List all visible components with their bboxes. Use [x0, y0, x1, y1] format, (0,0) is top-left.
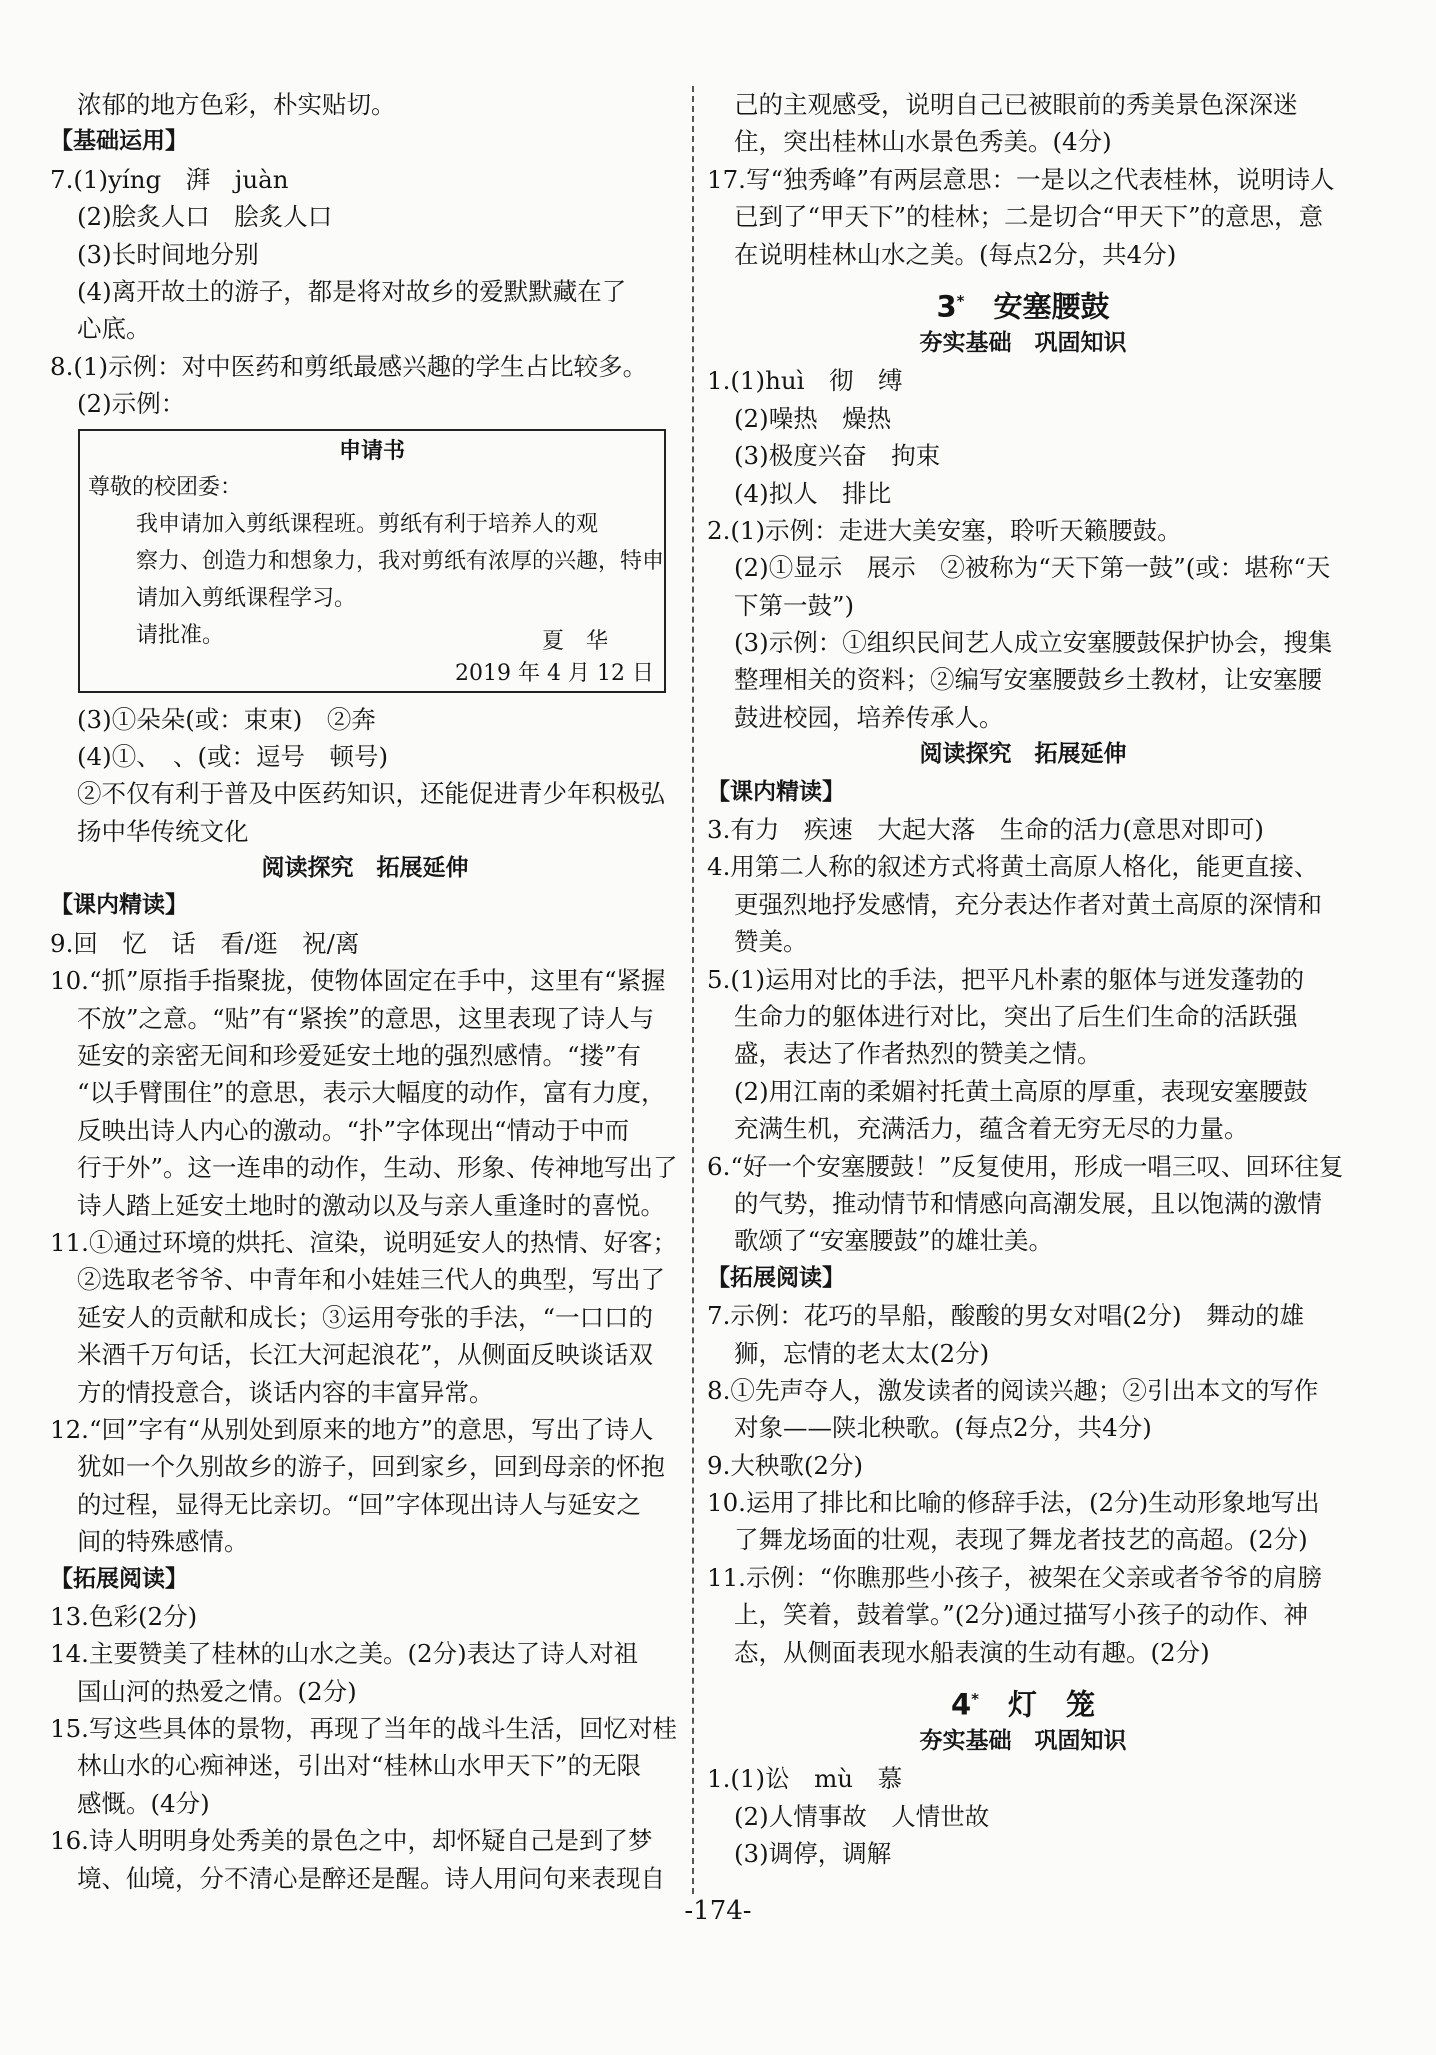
- left-column: [50, 86, 680, 1897]
- subsection-heading: 阅读探究 拓展延伸: [919, 741, 1127, 768]
- answer-line: (4)离开故土的游子，都是将对故乡的爱默默藏在了: [77, 276, 627, 306]
- lesson-title: 3* 安塞腰鼓: [936, 289, 1110, 324]
- answer-line: 己的主观感受，说明自己已被眼前的秀美景色深深迷: [734, 90, 1298, 119]
- answer-line: 了舞龙场面的壮观，表现了舞龙者技艺的高超。(2分): [734, 1525, 1308, 1555]
- answer-line: 心底。: [77, 314, 151, 344]
- answer-line: 歌颂了“安塞腰鼓”的雄壮美。: [734, 1226, 1054, 1256]
- answer-line: 延安人的贡献和成长；③运用夸张的手法，“一口口的: [77, 1302, 654, 1332]
- answer-line: 反映出诗人内心的激动。“扑”字体现出“情动于中而: [77, 1115, 630, 1145]
- answer-line: (2)脍炙人口 脍炙人口: [77, 202, 333, 232]
- answer-line: 的气势，推动情节和情感向高潮发展，且以饱满的激情: [734, 1188, 1322, 1218]
- answer-line: 充满生机，充满活力，蕴含着无穷无尽的力量。: [734, 1114, 1249, 1144]
- answer-line: (2)用江南的柔媚衬托黄土高原的厚重，表现安塞腰鼓: [734, 1076, 1308, 1106]
- answer-line: 10.“抓”原指手指聚拢，使物体固定在手中，这里有“紧握: [50, 966, 666, 996]
- answer-line: 鼓进校园，培养传承人。: [734, 702, 1004, 732]
- answer-line: 不放”之意。“贴”有“紧挨”的意思，这里表现了诗人与: [77, 1003, 655, 1033]
- answer-line: 在说明桂林山水之美。(每点2分，共4分): [734, 239, 1177, 269]
- answer-line: 4.用第二人称的叙述方式将黄土高原人格化，能更直接、: [707, 852, 1319, 882]
- answer-line: 16.诗人明明身处秀美的景色之中，却怀疑自己是到了梦: [50, 1826, 653, 1856]
- answer-line: (3)调停，调解: [734, 1839, 892, 1869]
- application-letter-box: [78, 429, 666, 693]
- answer-line: 生命力的躯体进行对比，突出了后生们生命的活跃强: [734, 1001, 1298, 1031]
- answer-line: 3.有力 疾速 大起大落 生命的活力(意思对即可): [707, 815, 1264, 845]
- answer-line: ②不仅有利于普及中医药知识，还能促进青少年积极弘: [77, 779, 665, 809]
- letter-body-line: 察力、创造力和想象力，我对剪纸有浓厚的兴趣，特申: [136, 548, 665, 574]
- answer-line: 15.写这些具体的景物，再现了当年的战斗生活，回忆对桂: [50, 1714, 677, 1744]
- subsection-heading: 夯实基础 巩固知识: [919, 1728, 1127, 1755]
- answer-line: 10.运用了排比和比喻的修辞手法，(2分)生动形象地写出: [707, 1488, 1320, 1518]
- answer-line: 赞美。: [734, 927, 808, 957]
- answer-line: 狮，忘情的老太太(2分): [734, 1338, 990, 1368]
- answer-line: 诗人踏上延安土地时的激动以及与亲人重逢时的喜悦。: [77, 1190, 665, 1220]
- answer-line: (4)①、 、(或：逗号 顿号): [77, 741, 389, 771]
- answer-line: 5.(1)运用对比的手法，把平凡朴素的躯体与迸发蓬勃的: [707, 964, 1305, 994]
- page-number: -174-: [684, 1896, 752, 1926]
- answer-line: ②选取老爷爷、中青年和小娃娃三代人的典型，写出了: [77, 1265, 665, 1295]
- answer-line: 盛，表达了作者热烈的赞美之情。: [734, 1039, 1102, 1069]
- column-divider: [692, 86, 694, 1894]
- answer-line: 17.写“独秀峰”有两层意思：一是以之代表桂林，说明诗人: [707, 164, 1335, 194]
- letter-signature: 夏 华: [541, 628, 608, 654]
- answer-line: 8.(1)示例：对中医药和剪纸最感兴趣的学生占比较多。: [50, 351, 648, 381]
- answer-line: (2)人情事故 人情世故: [734, 1801, 990, 1831]
- answer-line: 境、仙境，分不清心是醉还是醒。诗人用问句来表现自: [77, 1863, 665, 1893]
- answer-line: 7.(1)yíng 湃 juàn: [50, 164, 289, 194]
- answer-line: (2)①显示 展示 ②被称为“天下第一鼓”(或：堪称“天: [734, 553, 1331, 583]
- answer-line: 1.(1)讼 mù 慕: [707, 1764, 903, 1794]
- answer-line: 11.①通过环境的烘托、渲染，说明延安人的热情、好客；: [50, 1227, 677, 1257]
- lesson-title: 4* 灯 笼: [950, 1687, 1096, 1722]
- answer-line: (4)拟人 排比: [734, 478, 892, 508]
- answer-line: (3)极度兴奋 拘束: [734, 441, 941, 471]
- lesson-name: 灯 笼: [1008, 1687, 1096, 1722]
- answer-line: 整理相关的资料；②编写安塞腰鼓乡土教材，让安塞腰: [734, 665, 1322, 695]
- answer-line: 扬中华传统文化: [77, 816, 249, 846]
- answer-line: 9.回 忆 话 看/逛 祝/离: [50, 928, 360, 958]
- letter-closing: 请批准。: [136, 622, 225, 648]
- answer-line: 更强烈地抒发感情，充分表达作者对黄土高原的深情和: [734, 889, 1322, 919]
- lesson-name: 安塞腰鼓: [993, 289, 1110, 324]
- answer-line: 间的特殊感情。: [77, 1527, 249, 1557]
- section-heading: 【课内精读】: [707, 778, 845, 805]
- answer-line: 延安的亲密无间和珍爱延安土地的强烈感情。“搂”有: [77, 1041, 642, 1071]
- letter-body-line: 我申请加入剪纸课程班。剪纸有利于培养人的观: [136, 511, 599, 537]
- answer-line: 2.(1)示例：走进大美安塞，聆听天籁腰鼓。: [707, 515, 1182, 545]
- answer-line: “以手臂围住”的意思，表示大幅度的动作，富有力度，: [77, 1078, 666, 1108]
- answer-line: 8.①先声夺人，激发读者的阅读兴趣；②引出本文的写作: [707, 1375, 1319, 1405]
- lesson-number: 4: [950, 1687, 972, 1722]
- section-heading: 【拓展阅读】: [50, 1565, 188, 1592]
- answer-line: 对象——陕北秧歌。(每点2分，共4分): [734, 1413, 1152, 1443]
- answer-line: 林山水的心痴神迷，引出对“桂林山水甲天下”的无限: [77, 1751, 642, 1781]
- answer-line: 14.主要赞美了桂林的山水之美。(2分)表达了诗人对祖: [50, 1639, 639, 1669]
- answer-line: 7.示例：花巧的旱船，酸酸的男女对唱(2分) 舞动的雄: [707, 1301, 1305, 1331]
- subsection-heading: 夯实基础 巩固知识: [919, 329, 1127, 356]
- answer-line: 的过程，显得无比亲切。“回”字体现出诗人与延安之: [77, 1489, 642, 1519]
- answer-line: 住，突出桂林山水景色秀美。(4分): [734, 127, 1112, 157]
- answer-line: 12.“回”字有“从别处到原来的地方”的意思，写出了诗人: [50, 1414, 654, 1444]
- answer-line: (2)噪热 燥热: [734, 403, 892, 433]
- answer-line: 上，笑着，鼓着掌。”(2分)通过描写小孩子的动作、神: [734, 1600, 1308, 1630]
- answer-line: 米酒千万句话，长江大河起浪花”，从侧面反映谈话双: [77, 1340, 654, 1370]
- answer-line: 犹如一个久别故乡的游子，回到家乡，回到母亲的怀抱: [77, 1452, 665, 1482]
- letter-date: 2019 年 4 月 12 日: [455, 660, 654, 686]
- letter-greeting: 尊敬的校团委：: [88, 474, 243, 500]
- answer-line: 态，从侧面表现水船表演的生动有趣。(2分): [734, 1637, 1210, 1667]
- answer-line: (3)示例：①组织民间艺人成立安塞腰鼓保护协会，搜集: [734, 628, 1333, 658]
- answer-line: (3)①朵朵(或：束束) ②奔: [77, 704, 376, 734]
- answer-line: 浓郁的地方色彩，朴实贴切。: [77, 90, 396, 119]
- subsection-heading: 阅读探究 拓展延伸: [261, 855, 469, 882]
- answer-line: 已到了“甲天下”的桂林；二是切合“甲天下”的意思，意: [734, 202, 1324, 232]
- letter-body-line: 请加入剪纸课程学习。: [136, 585, 357, 611]
- section-heading: 【基础运用】: [50, 128, 188, 155]
- answer-line: 6.“好一个安塞腰鼓！”反复使用，形成一唱三叹、回环往复: [707, 1151, 1344, 1181]
- lesson-number: 3: [936, 289, 957, 324]
- answer-line: 国山河的热爱之情。(2分): [77, 1676, 357, 1706]
- answer-line: (3)长时间地分别: [77, 239, 259, 269]
- answer-line: 行于外”。这一连串的动作，生动、形象、传神地写出了: [77, 1153, 678, 1183]
- answer-line: (2)示例：: [77, 389, 186, 419]
- letter-title: 申请书: [338, 438, 405, 464]
- answer-line: 方的情投意合，谈话内容的丰富异常。: [77, 1377, 494, 1407]
- answer-line: 9.大秧歌(2分): [707, 1450, 864, 1480]
- answer-line: 11.示例：“你瞧那些小孩子，被架在父亲或者爷爷的肩膀: [707, 1562, 1322, 1592]
- right-column: [707, 86, 1344, 1873]
- section-heading: 【课内精读】: [50, 892, 188, 919]
- answer-line: 感慨。(4分): [77, 1788, 210, 1818]
- answer-line: 1.(1)huì 彻 缚: [707, 366, 903, 396]
- answer-line: 下第一鼓”): [734, 590, 855, 620]
- section-heading: 【拓展阅读】: [707, 1264, 845, 1291]
- answer-line: 13.色彩(2分): [50, 1601, 198, 1631]
